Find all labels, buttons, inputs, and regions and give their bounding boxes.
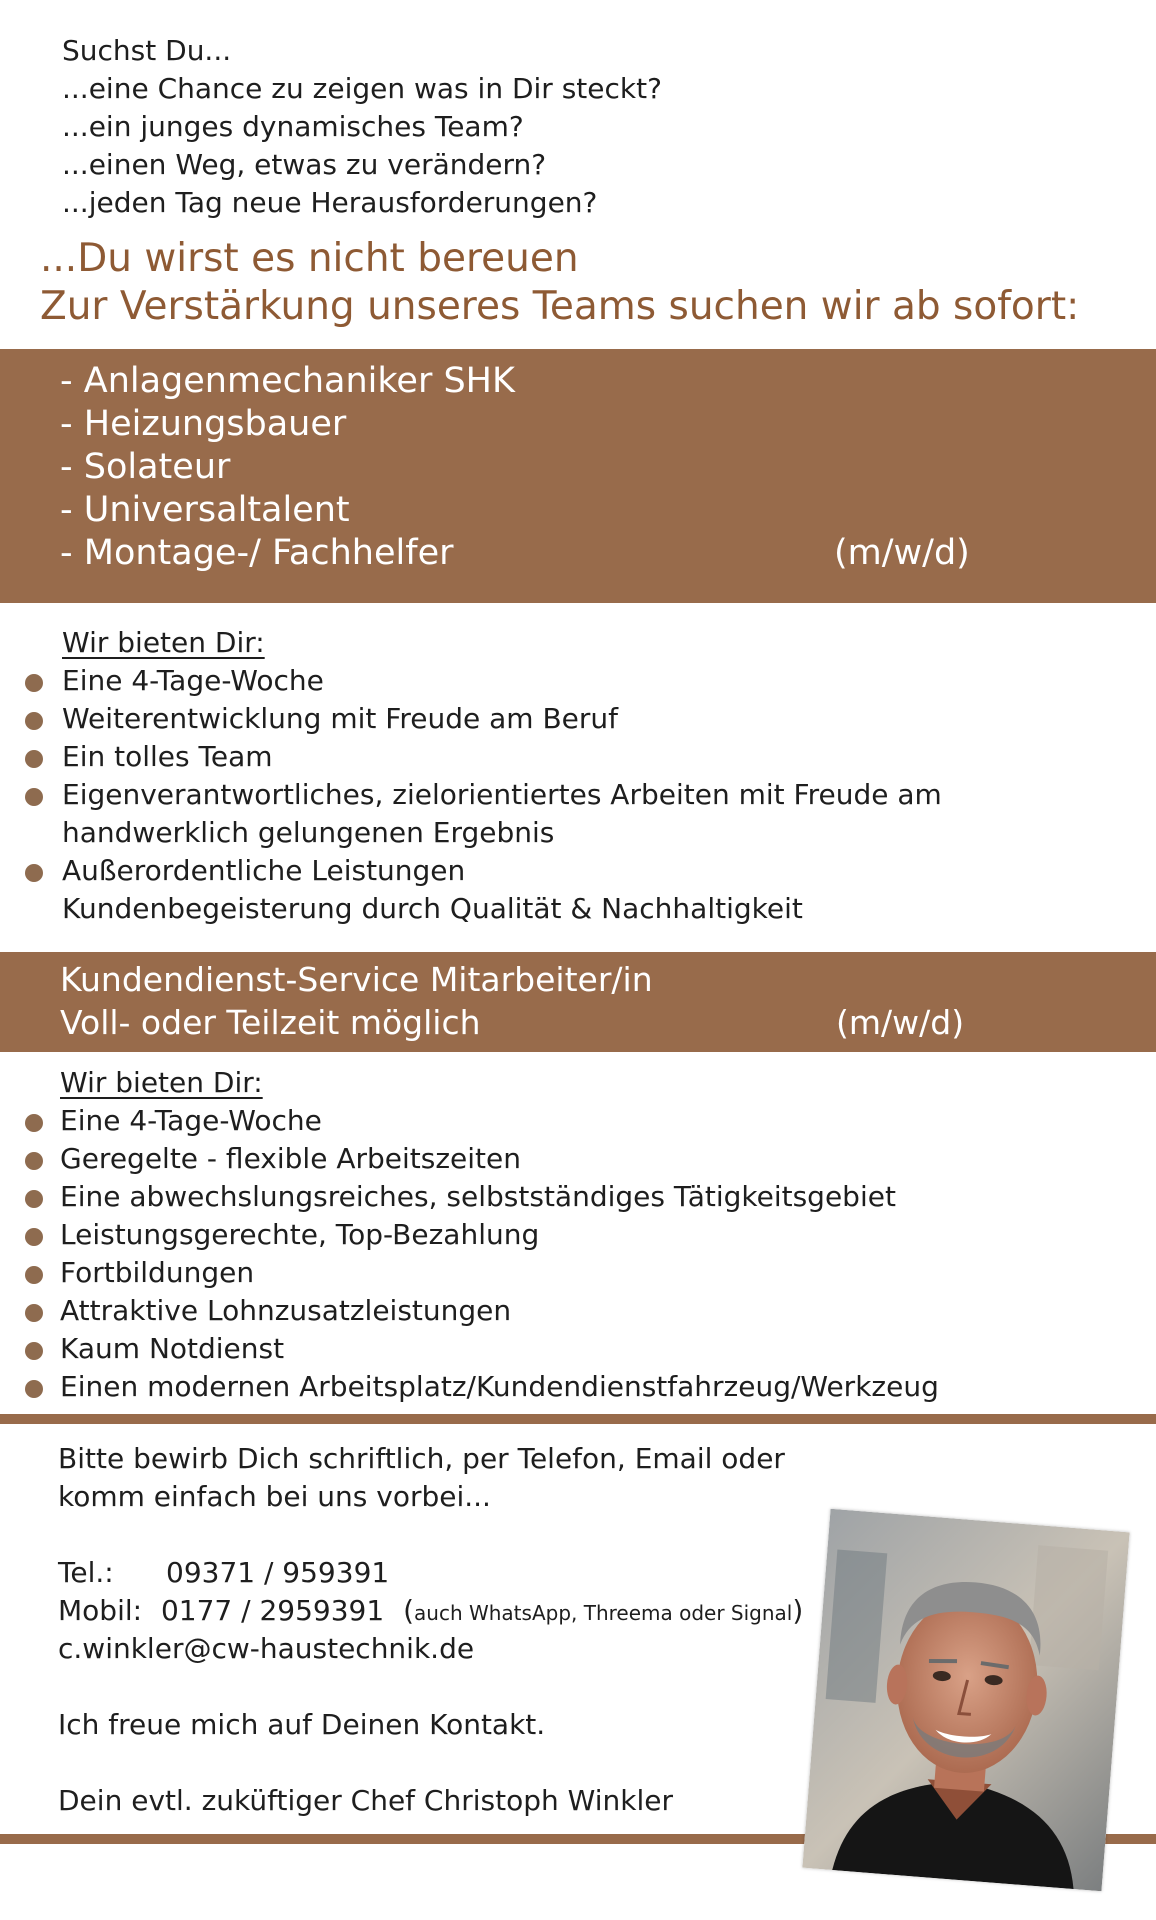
offer-heading: Wir bieten Dir: <box>60 1066 263 1099</box>
bullet-icon <box>25 712 43 730</box>
bullet-icon <box>25 674 43 692</box>
closing-line: Ich freue mich auf Deinen Kontakt. <box>58 1708 546 1741</box>
tel-number[interactable]: 09371 / 959391 <box>166 1556 390 1589</box>
list-item: Eine 4-Tage-Woche <box>62 664 324 697</box>
signature-line: Dein evtl. zuküftiger Chef Christoph Winkler <box>58 1784 673 1817</box>
tel-label: Tel.: <box>58 1556 114 1589</box>
offer-list-1 <box>0 626 1156 926</box>
headline: Zur Verstärkung unseres Teams suchen wir ab sofort: <box>40 284 1080 329</box>
intro-line: Suchst Du... <box>62 34 232 67</box>
list-item: Außerordentliche Leistungen <box>62 854 466 887</box>
email-link[interactable]: c.winkler@cw-haustechnik.de <box>58 1632 475 1665</box>
list-item: Weiterentwicklung mit Freude am Beruf <box>62 702 618 735</box>
position-item: - Anlagenmechaniker SHK <box>60 361 515 401</box>
position-item: - Solateur <box>60 447 231 487</box>
bullet-icon <box>25 1304 43 1322</box>
position-item: - Montage-/ Fachhelfer <box>60 533 454 573</box>
portrait-image <box>802 1509 1129 1891</box>
bullet-icon <box>25 1152 43 1170</box>
mobil-label: Mobil: <box>58 1594 143 1627</box>
list-item-continuation: Kundenbegeisterung durch Qualität & Nachhaltigkeit <box>62 892 803 925</box>
apply-line: Bitte bewirb Dich schriftlich, per Telefon, Email oder <box>58 1442 785 1475</box>
bullet-icon <box>25 1380 43 1398</box>
service-title: Kundendienst-Service Mitarbeiter/in <box>60 960 653 999</box>
offer-list-2 <box>0 1066 1156 1416</box>
list-item: Kaum Notdienst <box>60 1332 285 1365</box>
bullet-icon <box>25 1342 43 1360</box>
mobil-row <box>58 1594 803 1627</box>
mobil-number[interactable]: 0177 / 2959391 <box>160 1594 385 1627</box>
bullet-icon <box>25 1190 43 1208</box>
bullet-icon <box>25 1228 43 1246</box>
intro-line: ...ein junges dynamisches Team? <box>62 110 524 143</box>
mobil-note: auch WhatsApp, Threema oder Signal <box>414 1601 793 1625</box>
list-item: Attraktive Lohnzusatzleistungen <box>60 1294 512 1327</box>
bullet-icon <box>25 750 43 768</box>
bullet-icon <box>25 788 43 806</box>
intro-line: ...eine Chance zu zeigen was in Dir steckt? <box>62 72 662 105</box>
list-item: Eigenverantwortliches, zielorientiertes Arbeiten mit Freude am <box>62 778 942 811</box>
gender-note: (m/w/d) <box>834 533 970 573</box>
portrait-photo <box>802 1509 1129 1891</box>
bullet-icon <box>25 864 43 882</box>
intro-line: ...einen Weg, etwas zu verändern? <box>62 148 547 181</box>
position-item: - Heizungsbauer <box>60 404 347 444</box>
list-item: Eine abwechslungsreiches, selbstständiges Tätigkeitsgebiet <box>60 1180 896 1213</box>
gender-note: (m/w/d) <box>836 1003 965 1042</box>
list-item: Geregelte - flexible Arbeitszeiten <box>60 1142 522 1175</box>
list-item: Leistungsgerechte, Top-Bezahlung <box>60 1218 540 1251</box>
positions-band <box>0 349 1156 603</box>
list-item: Eine 4-Tage-Woche <box>60 1104 322 1137</box>
bullet-icon <box>25 1266 43 1284</box>
service-band <box>0 952 1156 1052</box>
list-item-continuation: handwerklich gelungenen Ergebnis <box>62 816 555 849</box>
bullet-icon <box>25 1114 43 1132</box>
mobil-note-close: ) <box>792 1594 804 1627</box>
tagline: ...Du wirst es nicht bereuen <box>40 236 579 281</box>
service-subtitle: Voll- oder Teilzeit möglich <box>60 1003 481 1042</box>
list-item: Einen modernen Arbeitsplatz/Kundendienstfahrzeug/Werkzeug <box>60 1370 939 1403</box>
apply-line: komm einfach bei uns vorbei... <box>58 1480 491 1513</box>
offer-heading: Wir bieten Dir: <box>62 626 265 659</box>
divider <box>0 1414 1156 1424</box>
position-item: - Universaltalent <box>60 490 350 530</box>
list-item: Ein tolles Team <box>62 740 273 773</box>
mobil-note-open: ( <box>403 1594 415 1627</box>
list-item: Fortbildungen <box>60 1256 255 1289</box>
intro-line: ...jeden Tag neue Herausforderungen? <box>62 186 598 219</box>
